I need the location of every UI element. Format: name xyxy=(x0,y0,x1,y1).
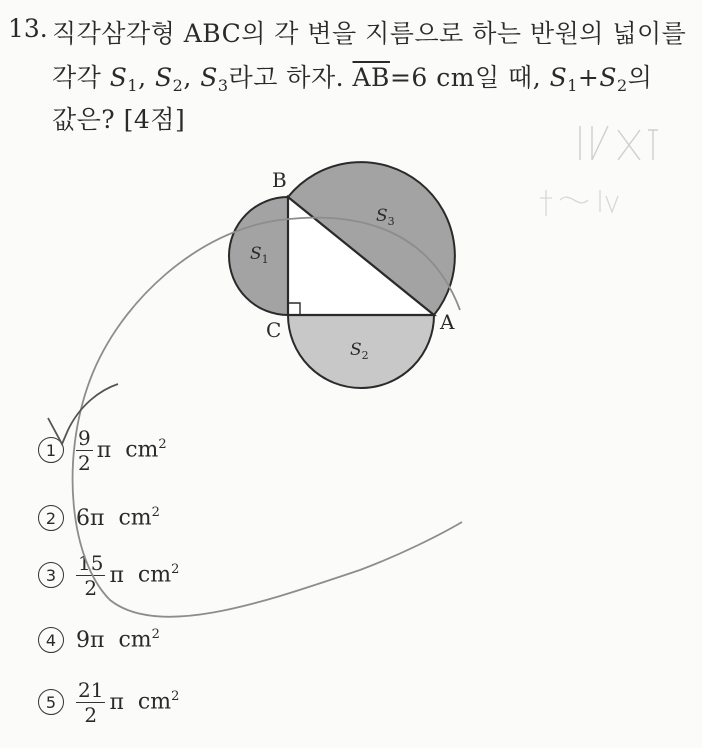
choice-5-mark: 5 xyxy=(38,689,64,715)
s2-symbol: $S_2$ xyxy=(154,63,184,95)
question-line-3: 값은? [4점] xyxy=(52,105,186,134)
choice-4[interactable]: 4 9π $cm^2$ xyxy=(38,610,160,670)
label-b: B xyxy=(272,168,287,192)
label-s2: $S_2$ xyxy=(350,340,369,362)
question-line-1: 직각삼각형 ABC의 각 변을 지름으로 하는 반원의 넓이를 xyxy=(52,19,687,48)
choice-2-mark: 2 xyxy=(38,505,64,531)
label-c: C xyxy=(266,318,282,342)
choice-4-mark: 4 xyxy=(38,627,64,653)
margin-note-2 xyxy=(540,190,618,216)
label-a: A xyxy=(440,310,455,334)
choice-2[interactable]: 2 6π $cm^2$ xyxy=(38,488,160,548)
choice-5[interactable]: 5 $\frac{21}{2}$ π $cm^2$ xyxy=(38,672,179,732)
s3-symbol: $S_3$ xyxy=(200,63,229,95)
margin-note-1 xyxy=(580,126,658,160)
question-number: 13. xyxy=(8,14,48,43)
choice-3[interactable]: 3 $\frac{15}{2}$ π $cm^2$ xyxy=(38,545,179,605)
segment-ab: $\overline{AB}$ xyxy=(352,63,390,92)
choice-3-mark: 3 xyxy=(38,562,64,588)
choice-1-mark: 1 xyxy=(38,437,64,463)
s1-symbol: $S_1$ xyxy=(109,63,139,95)
label-s3: $S_3$ xyxy=(376,206,395,228)
label-s1: $S_1$ xyxy=(250,244,269,266)
question-line-2: 각각 $S_1$, $S_2$, $S_3$라고 하자. $\overline{AB}=6$ cm일 때, $S_1+S_2$의 xyxy=(52,63,653,95)
triangle-semicircles-diagram xyxy=(200,155,480,405)
choice-1[interactable]: 1 $\frac{9}{2}$ π $cm^2$ xyxy=(38,420,167,480)
